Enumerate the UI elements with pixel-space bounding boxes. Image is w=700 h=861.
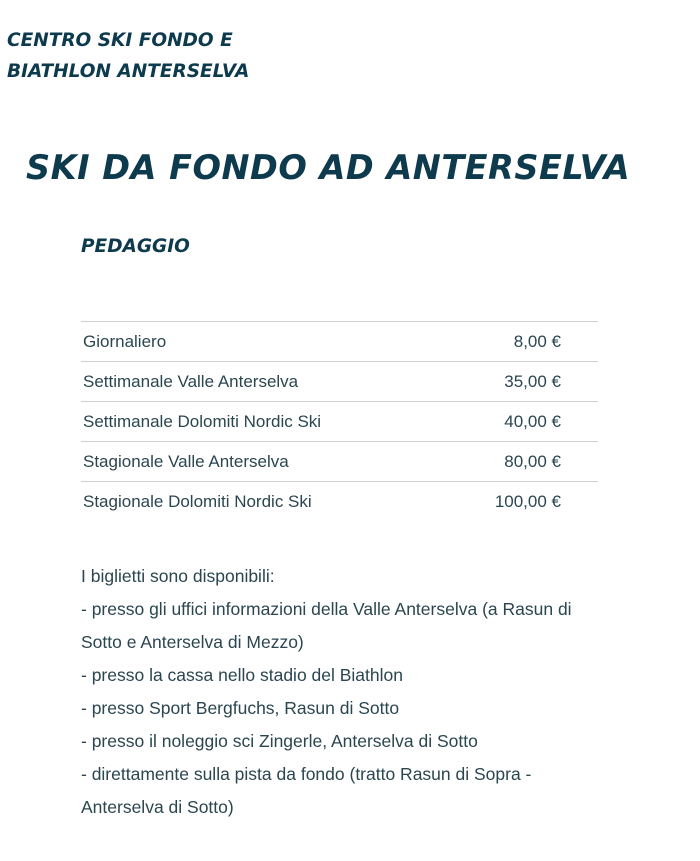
info-item: - presso gli uffici informazioni della Valle Anterselva (a Rasun di Sotto e Anterselva di Mezzo) xyxy=(81,599,572,652)
page-title: SKI DA FONDO AD ANTERSELVA xyxy=(26,148,631,187)
price-amount: 40,00 € xyxy=(443,402,598,442)
price-label: Stagionale Valle Anterselva xyxy=(81,442,443,482)
info-item: - presso la cassa nello stadio del Biathlon xyxy=(81,665,403,685)
table-row xyxy=(81,442,598,482)
brand-line-1: CENTRO SKI FONDO E xyxy=(7,30,233,51)
table-row xyxy=(81,482,598,522)
price-label: Settimanale Valle Anterselva xyxy=(81,362,443,402)
price-amount: 80,00 € xyxy=(443,442,598,482)
price-amount: 100,00 € xyxy=(494,491,561,511)
site-brand[interactable] xyxy=(7,25,297,87)
table-row xyxy=(81,402,598,442)
price-amount: 35,00 € xyxy=(443,362,598,402)
table-row xyxy=(81,322,598,362)
table-row xyxy=(81,362,598,402)
price-amount: 8,00 € xyxy=(443,322,598,362)
price-table xyxy=(81,321,598,522)
ticket-availability-info xyxy=(81,560,601,824)
price-label: Settimanale Dolomiti Nordic Ski xyxy=(81,402,443,442)
brand-line-2: BIATHLON ANTERSELVA xyxy=(7,61,250,82)
price-label: Stagionale Dolomiti Nordic Ski xyxy=(83,491,312,511)
info-item: - direttamente sulla pista da fondo (tratto Rasun di Sopra - Anterselva di Sotto) xyxy=(81,764,532,817)
price-label: Giornaliero xyxy=(81,322,443,362)
section-title-pedaggio: PEDAGGIO xyxy=(81,236,190,257)
info-item: - presso Sport Bergfuchs, Rasun di Sotto xyxy=(81,698,400,718)
info-intro: I biglietti sono disponibili: xyxy=(81,566,275,586)
info-item: - presso il noleggio sci Zingerle, Anterselva di Sotto xyxy=(81,731,478,751)
